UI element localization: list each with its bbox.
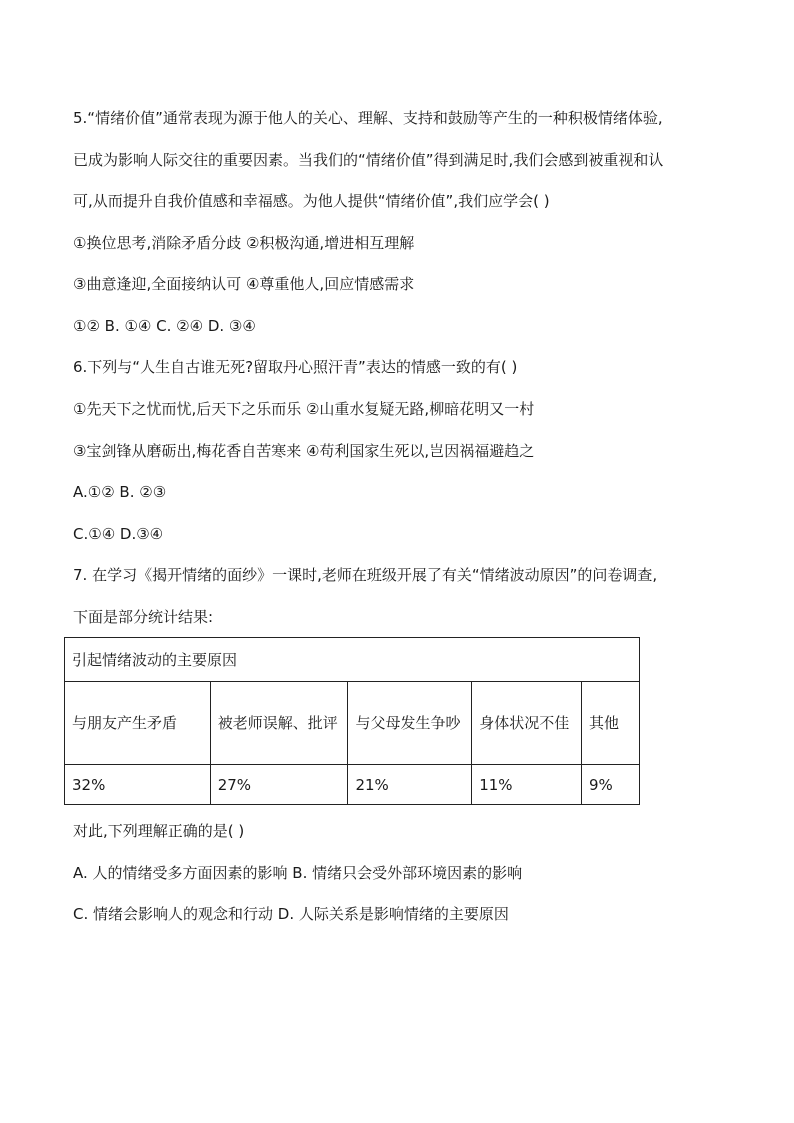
q7-options-ab: A. 人的情绪受多方面因素的影响 B. 情绪只会受外部环境因素的影响 xyxy=(73,864,523,882)
table-header-cell: 与父母发生争吵 xyxy=(348,682,472,765)
table-value-cell: 11% xyxy=(472,765,582,805)
table-value-cell: 32% xyxy=(65,765,211,805)
q7-stem-line-2: 下面是部分统计结果: xyxy=(73,608,214,626)
q6-answer-choices-cd: C.①④ D.③④ xyxy=(73,525,164,543)
table-header-cell: 身体状况不佳 xyxy=(472,682,582,765)
q7-options-cd: C. 情绪会影响人的观念和行动 D. 人际关系是影响情绪的主要原因 xyxy=(73,905,509,923)
q6-stem: 6.下列与“人生自古谁无死?留取丹心照汗青”表达的情感一致的有( ) xyxy=(73,358,518,376)
q5-option-line-1: ①换位思考,消除矛盾分歧 ②积极沟通,增进相互理解 xyxy=(73,234,415,252)
q7-prompt: 对此,下列理解正确的是( ) xyxy=(73,822,245,840)
q7-stem-line-1: 7. 在学习《揭开情绪的面纱》一课时,老师在班级开展了有关“情绪波动原因”的问卷调查, xyxy=(73,566,658,584)
q5-answer-choices: ①② B. ①④ C. ②④ D. ③④ xyxy=(73,317,256,335)
table-value-cell: 9% xyxy=(582,765,640,805)
q5-stem-line-3: 可,从而提升自我价值感和幸福感。为他人提供“情绪价值”,我们应学会( ) xyxy=(73,192,550,210)
survey-results-table xyxy=(64,637,640,805)
q5-stem-line-2: 已成为影响人际交往的重要因素。当我们的“情绪价值”得到满足时,我们会感到被重视和认 xyxy=(73,151,664,169)
q5-option-line-2: ③曲意逢迎,全面接纳认可 ④尊重他人,回应情感需求 xyxy=(73,275,415,293)
table-header-cell: 其他 xyxy=(582,682,640,765)
q6-answer-choices-ab: A.①② B. ②③ xyxy=(73,483,167,501)
q6-option-line-1: ①先天下之忧而忧,后天下之乐而乐 ②山重水复疑无路,柳暗花明又一村 xyxy=(73,400,535,418)
q6-option-line-2: ③宝剑锋从磨砺出,梅花香自苦寒来 ④苟利国家生死以,岂因祸福避趋之 xyxy=(73,442,535,460)
q5-stem-line-1: 5.“情绪价值”通常表现为源于他人的关心、理解、支持和鼓励等产生的一种积极情绪体验, xyxy=(73,109,663,127)
table-title-cell: 引起情绪波动的主要原因 xyxy=(65,638,640,682)
table-value-cell: 21% xyxy=(348,765,472,805)
table-header-cell: 与朋友产生矛盾 xyxy=(65,682,211,765)
table-value-cell: 27% xyxy=(210,765,348,805)
table-header-cell: 被老师误解、批评 xyxy=(210,682,348,765)
